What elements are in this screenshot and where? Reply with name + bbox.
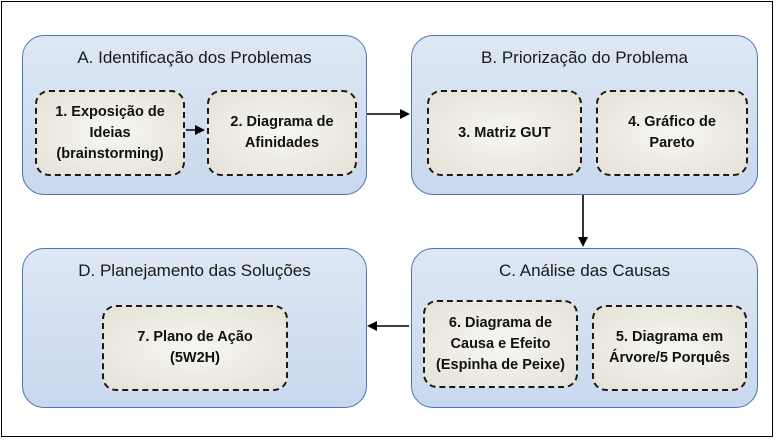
diagram-frame [1, 1, 773, 437]
step-7-line-1: 7. Plano de Ação [137, 329, 253, 345]
step-6-cause-effect-diagram [423, 300, 578, 388]
step-1-line-1: 1. Exposição de [55, 103, 165, 120]
step-1-line-3: (brainstorming) [56, 145, 164, 162]
group-b-title: B. Priorização do Problema [481, 48, 688, 67]
step-5-line-2: Árvore/5 Porquês [609, 350, 730, 366]
group-c-title: C. Análise das Causas [498, 261, 671, 280]
step-7-line-2: (5W2H) [170, 350, 220, 366]
step-2-affinity-diagram [207, 90, 357, 176]
step-5-tree-diagram [592, 305, 747, 391]
step-5-line-1: 5. Diagrama em [615, 329, 724, 345]
group-a-title: A. Identificação dos Problemas [77, 48, 312, 67]
step-6-line-1: 6. Diagrama de [448, 314, 553, 331]
step-6-line-2: Causa e Efeito [450, 335, 551, 352]
step-1-line-2: Ideias [89, 124, 131, 141]
step-1-brainstorming [35, 90, 185, 176]
step-6-line-3: (Espinha de Peixe) [436, 356, 565, 373]
step-4-line-2: Pareto [649, 135, 695, 151]
step-3-line-1: 3. Matriz GUT [458, 124, 551, 141]
group-d-title: D. Planejamento das Soluções [78, 261, 311, 280]
step-3-gut-matrix [427, 90, 582, 176]
step-2-line-1: 2. Diagrama de [230, 114, 334, 130]
step-2-line-2: Afinidades [244, 135, 320, 151]
step-4-pareto-chart [596, 90, 748, 176]
step-7-action-plan [102, 305, 288, 391]
step-4-line-1: 4. Gráfico de [628, 114, 716, 130]
